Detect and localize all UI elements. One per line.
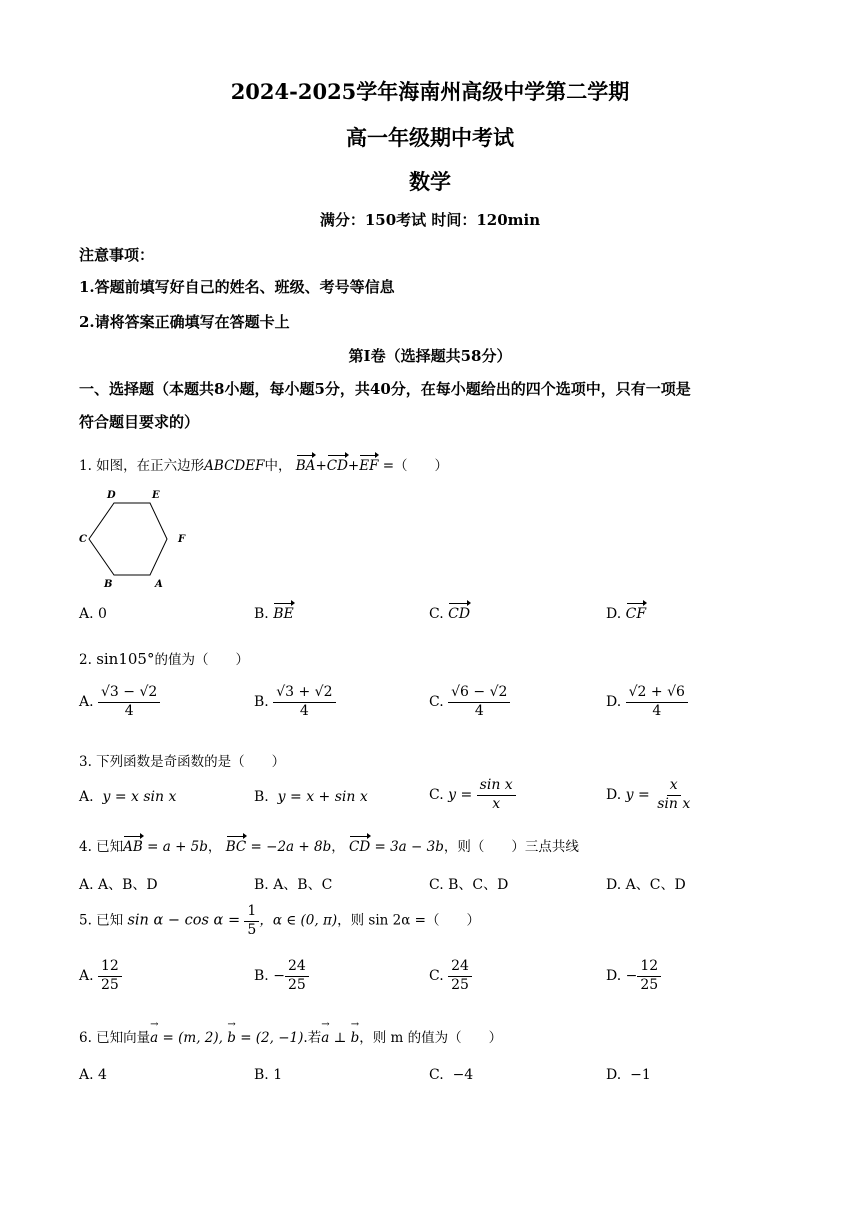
hexagon-label-a: A [155,579,163,590]
q1-option-c[interactable] [429,606,470,622]
q2-option-c-numerator: √6 − √2 [448,684,510,703]
q2-option-d[interactable] [606,684,688,720]
q2-option-a-denominator: 4 [124,702,134,719]
q6-vector-b-2: → b [351,1030,360,1046]
section-title: 第Ⅰ卷（选择题共58分） [348,347,512,365]
q6-perp-symbol: ⊥ [333,1030,347,1046]
q6-option-b[interactable]: B. 1 [254,1067,283,1083]
q5-option-a-numerator: 12 [98,958,122,977]
note-item-2: 2.请将答案正确填写在答题卡上 [79,313,290,331]
question-4-stem [79,835,579,855]
hexagon-label-c: C [79,534,87,545]
q2-option-c-label: C. [429,694,444,710]
q2-option-a-label: A. [79,694,94,710]
q6-b-value: = (2, −1) [240,1030,304,1046]
q6-option-a[interactable]: A. 4 [79,1067,107,1083]
hexagon-label-d: D [107,490,116,501]
q6-option-d-value: −1 [630,1067,651,1083]
q5-option-d-numerator: 12 [637,958,661,977]
q4-vector-ab: AB [123,839,143,855]
q3-option-a[interactable] [79,789,176,805]
question-2-stem [79,648,249,668]
q2-option-a[interactable] [79,684,160,720]
q5-option-a[interactable] [79,958,122,994]
q5-option-b-denominator: 25 [287,976,306,993]
q3-option-c-denominator: x [492,795,501,812]
q2-option-b[interactable] [254,684,336,720]
q1-option-d-value: CF [625,606,647,622]
q1-option-a-label: A. [79,606,94,622]
q4-option-a[interactable]: A. A、B、D [79,877,158,893]
q1-option-d-label: D. [606,606,622,622]
q6-option-c[interactable] [429,1067,473,1083]
q5-option-d-sign: − [625,968,638,984]
q2-option-b-denominator: 4 [299,702,309,719]
q5-option-a-label: A. [79,968,94,984]
q5-lhs: sin α − cos α = [127,912,241,929]
q2-option-b-label: B. [254,694,269,710]
notes-heading: 注意事项： [79,246,155,264]
q3-option-b[interactable] [254,789,368,805]
q3-option-d-lhs: y = [625,787,650,803]
q1-option-d[interactable] [606,606,646,622]
q2-option-d-numerator: √2 + √6 [626,684,688,703]
q3-option-b-value: y = x + sin x [277,789,368,805]
q6-prefix: 6. 已知向量 [79,1030,151,1046]
q4-prefix: 4. 已知 [79,839,124,855]
q6-option-c-label: C. [429,1067,444,1083]
hexagon-figure [76,486,196,590]
q1-mid: 中， [264,458,292,474]
q5-option-b-numerator: 24 [285,958,309,977]
q4-option-d[interactable]: D. A、C、D [606,877,686,893]
q5-option-c-numerator: 24 [448,958,472,977]
q5-prefix: 5. 已知 [79,912,124,929]
q2-option-d-label: D. [606,694,622,710]
q1-option-b[interactable] [254,606,294,622]
q2-option-a-numerator: √3 − √2 [98,684,160,703]
q1-prefix: 1. 如图，在正六边形 [79,458,205,474]
question-5-stem [79,903,480,939]
q6-a-value: = (m, 2), [162,1030,223,1046]
q5-option-d[interactable] [606,958,661,994]
q2-option-d-denominator: 4 [652,702,662,719]
q1-plus-2: + [347,458,360,474]
q3-option-a-value: y = x sin x [102,789,177,805]
q3-option-c[interactable] [429,777,516,813]
part-instructions-line1: 一、选择题（本题共8小题，每小题5分，共40分，在每小题给出的四个选项中，只有一项是 [79,380,691,398]
note-item-1: 1.答题前填写好自己的姓名、班级、考号等信息 [79,278,395,296]
q5-option-b[interactable] [254,958,309,994]
q5-condition: ，α ∈ (0, π) [259,912,338,929]
q1-tail: =（ ） [382,458,449,474]
q4-option-c[interactable]: C. B、C、D [429,877,509,893]
score-time-info: 满分：150考试 时间：120min [319,211,541,229]
q6-option-d[interactable] [606,1067,651,1083]
q1-option-c-label: C. [429,606,444,622]
q4-sep-2: ， [331,839,345,855]
q2-prefix: 2. [79,652,92,668]
q5-option-a-denominator: 25 [101,976,119,993]
q3-option-b-label: B. [254,789,269,805]
q1-option-a[interactable] [79,606,107,622]
hexagon-label-b: B [104,579,113,590]
q4-sep-1: ， [207,839,222,855]
q6-vector-a: → a [150,1030,158,1046]
subject-title: 数学 [409,169,451,194]
q2-option-c[interactable] [429,684,510,720]
q1-polygon-name: ABCDEF [204,458,265,474]
q1-option-a-value: 0 [98,606,107,622]
q6-option-d-label: D. [606,1067,622,1083]
q2-option-c-denominator: 4 [474,702,484,719]
q1-vector-cd: CD [326,458,348,474]
q4-vector-bc: BC [225,839,247,855]
q5-tail: ，则 sin 2α =（ ） [337,912,480,929]
q6-vector-b: → b [227,1030,236,1046]
q2-tail: 的值为（ ） [154,652,249,668]
q3-option-d-numerator: x [667,777,681,796]
q3-option-d[interactable] [606,777,693,813]
exam-title: 2024-2025学年海南州高级中学第二学期 [230,79,630,104]
q3-option-d-denominator: sin x [657,795,691,812]
q5-option-c[interactable] [429,958,472,994]
q6-vector-a-2: → a [321,1030,329,1046]
q3-option-d-label: D. [606,787,622,803]
q4-cd-value: = 3a − 3b [374,839,444,855]
question-6-stem [79,1026,502,1046]
q1-plus-1: + [315,458,327,474]
q5-option-c-denominator: 25 [451,976,469,993]
q6-mid: .若 [303,1030,322,1046]
q3-option-a-label: A. [79,789,94,805]
q4-tail: ，则（ ）三点共线 [443,839,579,855]
q5-option-d-denominator: 25 [640,976,659,993]
q4-ab-value: = a + 5b [147,839,208,855]
part-instructions-line2: 符合题目要求的） [79,413,200,431]
q3-option-c-lhs: y = [448,787,473,803]
q4-option-b[interactable]: B. A、B、C [254,877,333,893]
q1-vector-ba: BA [295,458,316,474]
q1-option-b-value: BE [273,606,294,622]
q2-expression: sin105° [96,650,155,668]
q1-vector-ef: EF [359,458,379,474]
question-1-stem [79,454,448,474]
q3-option-c-label: C. [429,787,444,803]
hexagon-label-e: E [152,490,160,501]
q1-option-c-value: CD [448,606,471,622]
exam-grade-title: 高一年级期中考试 [346,125,514,150]
q5-option-b-label: B. [254,968,269,984]
q4-vector-cd: CD [349,839,371,855]
q5-option-b-sign: − [273,968,285,984]
q5-fraction-denominator: 5 [247,921,257,938]
question-3-stem: 3. 下列函数是奇函数的是（ ） [79,754,286,770]
q5-fraction-numerator: 1 [244,903,259,922]
q1-option-b-label: B. [254,606,269,622]
q5-option-c-label: C. [429,968,444,984]
q5-option-d-label: D. [606,968,622,984]
hexagon-label-f: F [178,534,186,545]
q6-option-c-value: −4 [452,1067,474,1083]
q6-tail: ，则 m 的值为（ ） [359,1030,503,1046]
q2-option-b-numerator: √3 + √2 [273,684,335,703]
q3-option-c-numerator: sin x [477,777,516,796]
q4-bc-value: = −2a + 8b [250,839,332,855]
